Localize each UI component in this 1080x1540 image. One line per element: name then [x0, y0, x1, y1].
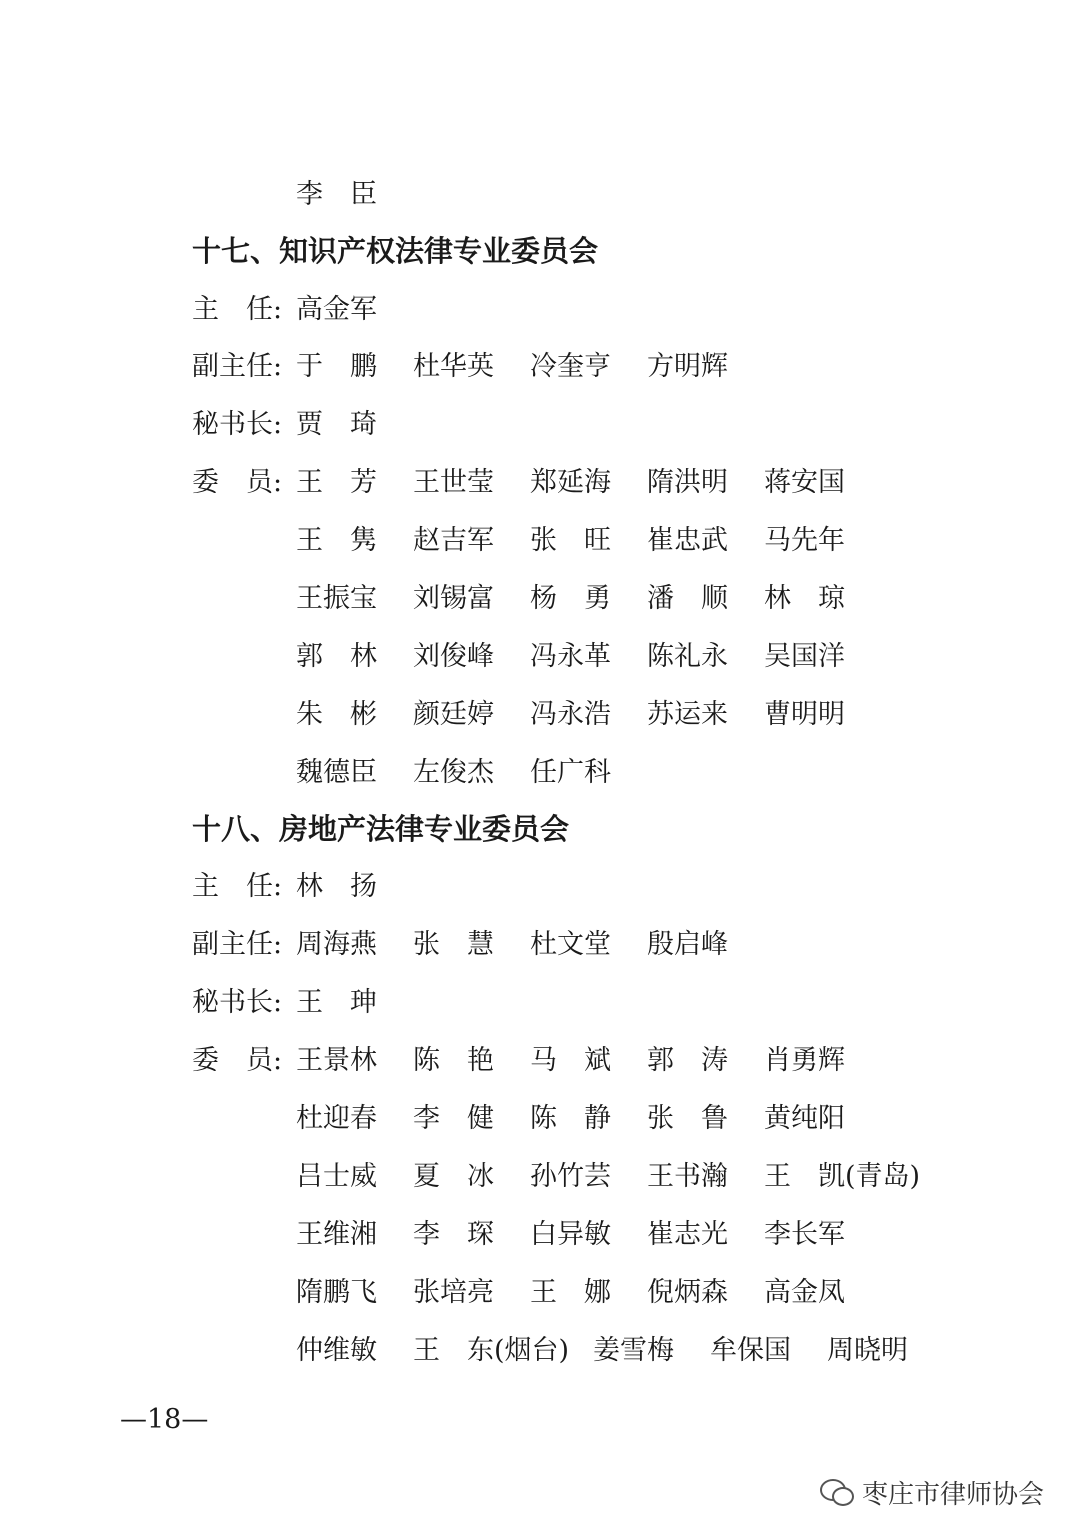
member-name: 王书瀚	[647, 1161, 728, 1192]
members-row	[0, 695, 1000, 735]
wechat-icon	[820, 1477, 854, 1507]
member-name: 杨 勇	[530, 583, 611, 614]
member-name: 潘 顺	[647, 583, 728, 614]
member-name: 王 隽	[296, 525, 377, 556]
members-row	[0, 521, 1000, 561]
director-row	[0, 290, 1000, 330]
member-name: 曹明明	[764, 699, 845, 730]
director-row	[0, 867, 1000, 907]
secretary-name: 王 珅	[296, 987, 377, 1018]
member-name: 吴国洋	[764, 641, 845, 672]
member-name: 冯永浩	[530, 699, 611, 730]
member-name: 陈 静	[530, 1103, 611, 1134]
member-name: 隋鹏飞	[296, 1277, 377, 1308]
watermark-text: 枣庄市律师协会	[862, 1479, 1045, 1510]
director-name: 林 扬	[296, 871, 377, 902]
director-name: 高金军	[296, 294, 377, 325]
secretary-label: 秘书长:	[192, 987, 283, 1018]
member-name: 马先年	[764, 525, 845, 556]
member-name: 林 琼	[764, 583, 845, 614]
member-name: 张 鲁	[647, 1103, 728, 1134]
deputy-row	[0, 925, 1000, 965]
member-name: 郑延海	[530, 467, 611, 498]
member-name: 蒋安国	[764, 467, 845, 498]
member-name: 赵吉军	[413, 525, 494, 556]
members-row	[0, 637, 1000, 677]
members-label: 委 员:	[192, 467, 283, 498]
member-name: 高金凤	[764, 1277, 845, 1308]
secretary-name: 贾 琦	[296, 409, 377, 440]
member-name: 陈礼永	[647, 641, 728, 672]
member-name: 颜廷婷	[413, 699, 494, 730]
member-name: 刘锡富	[413, 583, 494, 614]
member-name: 苏运来	[647, 699, 728, 730]
member-name: 任广科	[530, 757, 611, 788]
secretary-row	[0, 405, 1000, 445]
member-name: 白异敏	[530, 1219, 611, 1250]
member-name: 朱 彬	[296, 699, 377, 730]
members-row	[0, 753, 1000, 793]
member-name: 李 臣	[296, 179, 377, 210]
members-row	[0, 579, 1000, 619]
member-name: 牟保国	[710, 1335, 791, 1366]
deputy-name: 于 鹏	[296, 351, 377, 382]
watermark	[820, 1470, 1044, 1514]
member-name: 郭 林	[296, 641, 377, 672]
member-name: 杜迎春	[296, 1103, 377, 1134]
member-name: 王 娜	[530, 1277, 611, 1308]
member-name: 李 健	[413, 1103, 494, 1134]
member-name: 李 琛	[413, 1219, 494, 1250]
deputy-name: 方明辉	[647, 351, 728, 382]
member-name: 李长军	[764, 1219, 845, 1250]
deputy-label: 副主任:	[192, 929, 283, 960]
member-name: 孙竹芸	[530, 1161, 611, 1192]
member-name: 王维湘	[296, 1219, 377, 1250]
member-name: 吕士威	[296, 1161, 377, 1192]
member-name: 夏 冰	[413, 1161, 494, 1192]
member-name: 肖勇辉	[764, 1045, 845, 1076]
member-name: 左俊杰	[413, 757, 494, 788]
member-name: 姜雪梅	[593, 1335, 674, 1366]
member-name: 仲维敏	[296, 1335, 377, 1366]
members-row	[0, 1273, 1000, 1313]
members-row	[0, 1215, 1000, 1255]
member-name: 王世莹	[413, 467, 494, 498]
deputy-name: 杜文堂	[530, 929, 611, 960]
secretary-label: 秘书长:	[192, 409, 283, 440]
member-name: 马 斌	[530, 1045, 611, 1076]
member-name: 王景林	[296, 1045, 377, 1076]
deputy-row	[0, 347, 1000, 387]
member-name: 郭 涛	[647, 1045, 728, 1076]
member-name: 刘俊峰	[413, 641, 494, 672]
deputy-name: 张 慧	[413, 929, 494, 960]
deputy-name: 周海燕	[296, 929, 377, 960]
member-name: 王振宝	[296, 583, 377, 614]
member-name: 冯永革	[530, 641, 611, 672]
deputy-name: 杜华英	[413, 351, 494, 382]
director-label: 主 任:	[192, 871, 283, 902]
members-label: 委 员:	[192, 1045, 283, 1076]
member-name: 张培亮	[413, 1277, 494, 1308]
members-row	[0, 1041, 1000, 1081]
deputy-name: 殷启峰	[647, 929, 728, 960]
member-name: 周晓明	[827, 1335, 908, 1366]
member-name: 王 芳	[296, 467, 377, 498]
deputy-name: 冷奎亨	[530, 351, 611, 382]
member-name: 崔忠武	[647, 525, 728, 556]
member-name: 王 凯(青岛)	[764, 1161, 921, 1192]
member-name: 王 东(烟台)	[413, 1335, 570, 1366]
members-row	[0, 463, 1000, 503]
member-name: 崔志光	[647, 1219, 728, 1250]
member-name: 张 旺	[530, 525, 611, 556]
members-row	[0, 1099, 1000, 1139]
member-name: 倪炳森	[647, 1277, 728, 1308]
page-number: —18—	[120, 1404, 209, 1435]
section-heading: 十八、房地产法律专业委员会	[192, 812, 570, 846]
member-name: 黄纯阳	[764, 1103, 845, 1134]
member-name: 陈 艳	[413, 1045, 494, 1076]
members-row	[0, 1331, 1000, 1371]
members-row	[0, 1157, 1000, 1197]
section-heading: 十七、知识产权法律专业委员会	[192, 234, 599, 268]
deputy-label: 副主任:	[192, 351, 283, 382]
member-name: 隋洪明	[647, 467, 728, 498]
director-label: 主 任:	[192, 294, 283, 325]
member-name: 魏德臣	[296, 757, 377, 788]
secretary-row	[0, 983, 1000, 1023]
